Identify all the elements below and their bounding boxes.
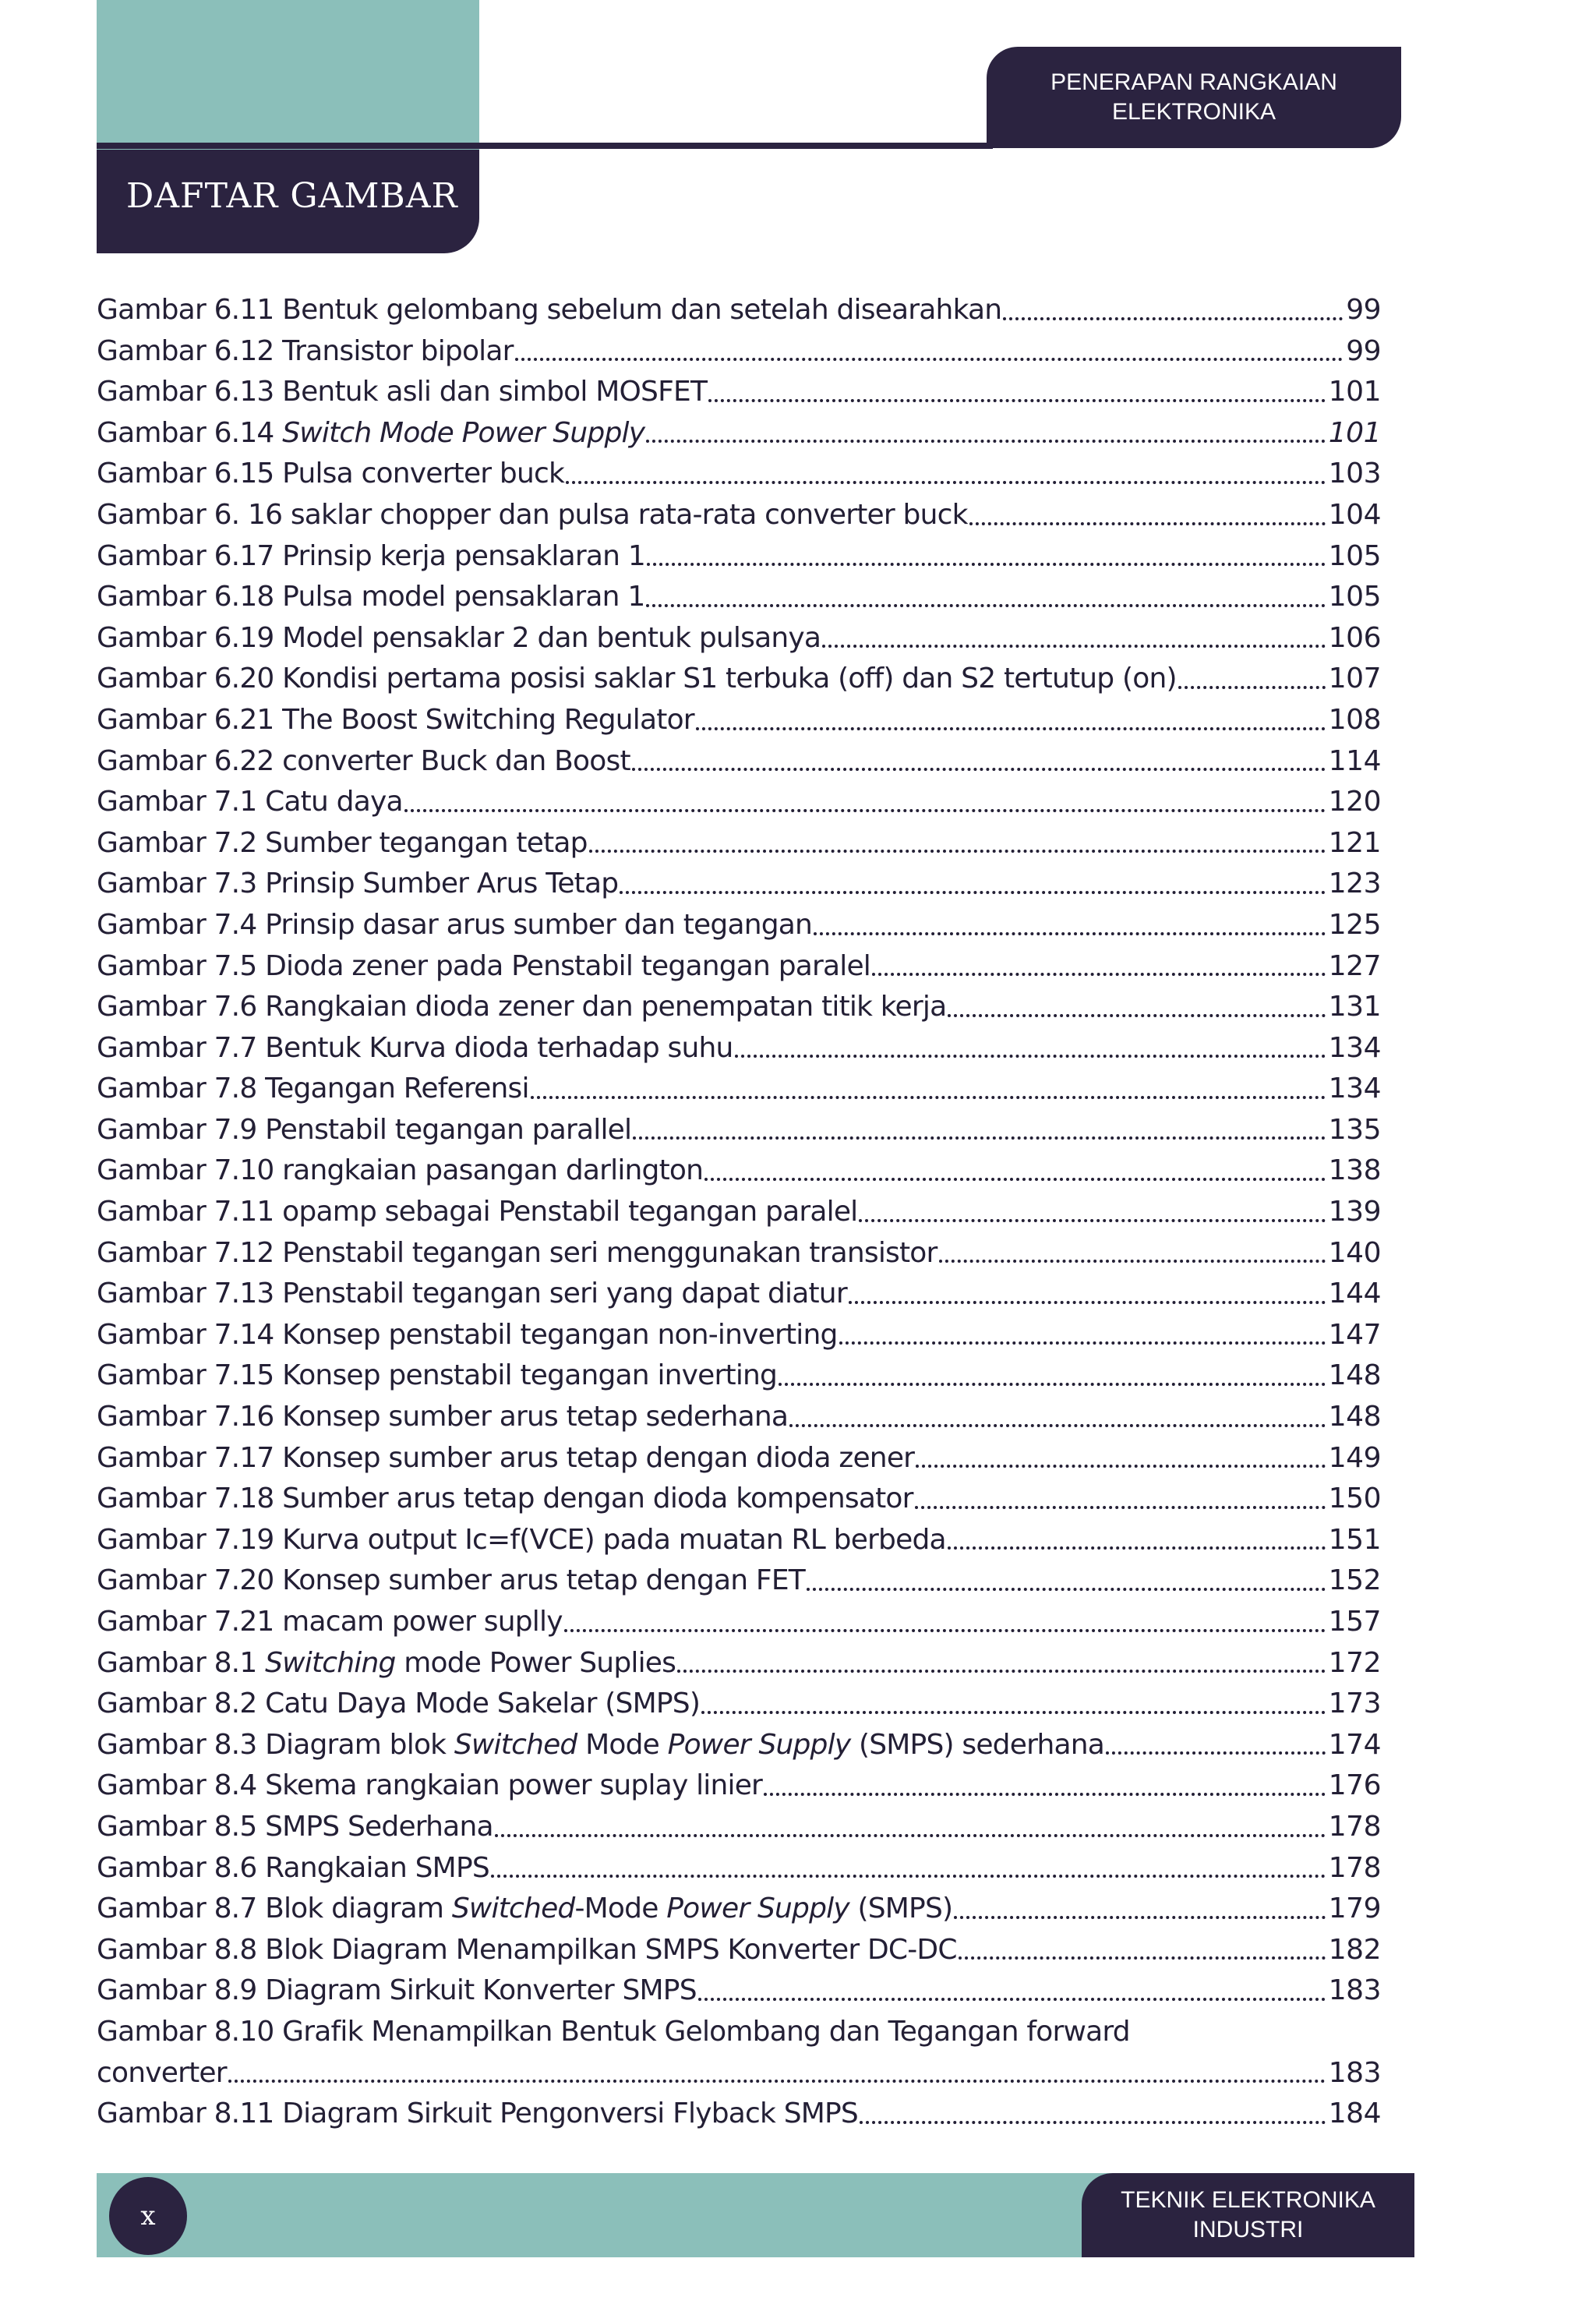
toc-entry[interactable] <box>97 1725 1381 1766</box>
toc-entry-page: 101 <box>1328 416 1381 449</box>
dot-leader <box>789 1424 1326 1427</box>
toc-entry-label: Gambar 6.11 Bentuk gelombang sebelum dan setelah disearahkan <box>97 294 1002 326</box>
toc-entry-page: 101 <box>1328 376 1381 408</box>
toc-entry-label-text: Gambar 8.1 <box>97 1646 266 1679</box>
toc-entry[interactable] <box>97 577 1381 618</box>
dot-leader <box>954 1916 1326 1919</box>
toc-entry-label: Gambar 7.4 Prinsip dasar arus sumber dan tegangan <box>97 908 813 941</box>
toc-entry-label: Gambar 6.19 Model pensaklar 2 dan bentuk pulsanya <box>97 621 821 654</box>
dot-leader <box>807 1588 1326 1591</box>
toc-entry-label: Gambar 7.1 Catu daya <box>97 786 403 818</box>
toc-entry[interactable] <box>97 1889 1381 1930</box>
toc-entry-label: Gambar 8.4 Skema rangkaian power suplay linier <box>97 1769 763 1802</box>
toc-entry-label: Gambar 7.13 Penstabil tegangan seri yang dapat diatur <box>97 1278 847 1310</box>
toc-entry-label: Gambar 7.12 Penstabil tegangan seri menggunakan transistor <box>97 1236 937 1269</box>
toc-entry-page: 149 <box>1328 1441 1381 1474</box>
toc-entry-label <box>97 1889 952 1930</box>
toc-entry-label-italic: Switching <box>265 1646 396 1679</box>
toc-entry[interactable] <box>97 536 1381 578</box>
dot-leader <box>620 891 1325 894</box>
toc-entry[interactable] <box>97 372 1381 413</box>
toc-entry[interactable] <box>97 1355 1381 1397</box>
toc-entry[interactable] <box>97 1807 1381 1848</box>
page-title: DAFTAR GAMBAR <box>126 176 458 216</box>
toc-entry-page: 127 <box>1328 949 1381 982</box>
toc-entry-page: 120 <box>1328 786 1381 818</box>
toc-entry-page: 179 <box>1328 1893 1381 1925</box>
toc-entry[interactable] <box>97 987 1381 1028</box>
toc-entry-label-italic: Switched <box>451 1893 575 1925</box>
dot-leader <box>839 1341 1326 1345</box>
dot-leader <box>735 1055 1326 1058</box>
toc-entry[interactable] <box>97 1684 1381 1725</box>
toc-entry-page: 135 <box>1328 1113 1381 1146</box>
header-accent-block <box>97 0 479 150</box>
toc-entry-page: 104 <box>1328 498 1381 531</box>
toc-entry-label-text: Mode <box>577 1728 668 1761</box>
toc-entry-label: Gambar 7.17 Konsep sumber arus tetap dengan dioda zener <box>97 1441 915 1474</box>
toc-entry-label: Gambar 6. 16 saklar chopper dan pulsa rata-rata converter buck <box>97 498 968 531</box>
toc-entry-page: 131 <box>1328 991 1381 1023</box>
toc-entry-label: Gambar 8.2 Catu Daya Mode Sakelar (SMPS) <box>97 1688 701 1720</box>
toc-entry[interactable] <box>97 495 1381 536</box>
toc-entry-page: 106 <box>1328 621 1381 654</box>
dot-leader <box>404 809 1326 812</box>
toc-entry-label: Gambar 6.22 converter Buck dan Boost <box>97 744 630 777</box>
toc-entry[interactable] <box>97 1765 1381 1807</box>
dot-leader <box>677 1670 1326 1673</box>
toc-entry-label: Gambar 6.20 Kondisi pertama posisi saklar S1 terbuka (off) dan S2 tertutup (on) <box>97 663 1177 695</box>
dot-leader <box>779 1383 1326 1386</box>
toc-entry-label: Gambar 7.9 Penstabil tegangan parallel <box>97 1113 632 1146</box>
dot-leader <box>915 1506 1326 1509</box>
dot-leader <box>822 645 1326 648</box>
dot-leader <box>701 1711 1326 1714</box>
dot-leader <box>646 440 1326 443</box>
dot-leader <box>515 358 1344 361</box>
toc-entry-label-text: (SMPS) <box>849 1893 953 1925</box>
toc-entry[interactable] <box>97 1970 1381 2012</box>
toc-entry-page: 176 <box>1328 1769 1381 1802</box>
toc-entry[interactable] <box>97 1438 1381 1479</box>
toc-entry-page: 138 <box>1328 1154 1381 1187</box>
toc-entry-page: 182 <box>1328 1933 1381 1966</box>
toc-entry-label: Gambar 6.21 The Boost Switching Regulator <box>97 703 694 736</box>
page-number: x <box>140 2200 156 2232</box>
toc-entry-label: Gambar 7.20 Konsep sumber arus tetap dengan FET <box>97 1564 805 1597</box>
toc-entry-label-italic: Power Supply <box>666 1893 849 1925</box>
toc-entry[interactable] <box>97 905 1381 946</box>
dot-leader <box>916 1465 1326 1468</box>
figure-list <box>97 290 1381 2135</box>
toc-entry-page: 139 <box>1328 1196 1381 1228</box>
toc-entry-label: Gambar 7.11 opamp sebagai Penstabil tegangan paralel <box>97 1196 858 1228</box>
toc-entry[interactable] <box>97 1643 1381 1684</box>
dot-leader <box>859 1219 1325 1222</box>
toc-entry[interactable] <box>97 1930 1381 1971</box>
dot-leader <box>764 1793 1326 1796</box>
dot-leader <box>969 522 1326 525</box>
toc-entry[interactable] <box>97 1028 1381 1069</box>
toc-entry-label-italic: Power Supply <box>667 1728 851 1761</box>
header-rule <box>97 143 993 149</box>
toc-entry-page: 99 <box>1346 294 1381 326</box>
toc-entry-label-text: -Mode <box>574 1893 667 1925</box>
toc-entry[interactable] <box>97 1315 1381 1356</box>
toc-entry-label: Gambar 8.6 Rangkaian SMPS <box>97 1851 489 1884</box>
toc-entry-page: 123 <box>1328 868 1381 900</box>
dot-leader <box>696 727 1326 730</box>
book-title-line1: PENERAPAN RANGKAIAN <box>1050 69 1337 95</box>
toc-entry-label: Gambar 7.5 Dioda zener pada Penstabil tegangan paralel <box>97 949 871 982</box>
toc-entry[interactable] <box>97 454 1381 495</box>
toc-entry-page: 108 <box>1328 703 1381 736</box>
toc-entry-label-italic: Switch Mode Power Supply <box>282 416 645 449</box>
toc-entry-label: Gambar 6.13 Bentuk asli dan simbol MOSFET <box>97 376 708 408</box>
toc-entry-page: 147 <box>1328 1318 1381 1351</box>
toc-entry[interactable] <box>97 1520 1381 1561</box>
toc-entry-page: 103 <box>1328 458 1381 490</box>
toc-entry-label-text: (SMPS) sederhana <box>850 1728 1105 1761</box>
toc-entry-page: 173 <box>1328 1688 1381 1720</box>
toc-entry[interactable] <box>97 782 1381 823</box>
toc-entry[interactable] <box>97 2053 1381 2094</box>
toc-entry-label: Gambar 7.3 Prinsip Sumber Arus Tetap <box>97 868 619 900</box>
toc-entry[interactable] <box>97 741 1381 783</box>
toc-entry-page: 172 <box>1328 1646 1381 1679</box>
dot-leader <box>633 1136 1326 1140</box>
toc-entry-label: converter <box>97 2056 227 2089</box>
toc-entry[interactable] <box>97 1479 1381 1520</box>
subject-tab <box>1082 2173 1414 2257</box>
toc-entry-page: 183 <box>1328 2056 1381 2089</box>
toc-entry-label <box>97 1643 676 1684</box>
toc-entry-label: Gambar 8.5 SMPS Sederhana <box>97 1810 493 1843</box>
dot-leader <box>939 1260 1326 1263</box>
toc-entry-label: Gambar 7.14 Konsep penstabil tegangan non-inverting <box>97 1318 838 1351</box>
toc-entry-page: 134 <box>1328 1073 1381 1105</box>
toc-entry-label: Gambar 6.12 Transistor bipolar <box>97 334 514 367</box>
toc-entry-label: Gambar 7.19 Kurva output Ic=f(VCE) pada muatan RL berbeda <box>97 1523 946 1556</box>
dot-leader <box>566 481 1326 484</box>
dot-leader <box>814 932 1326 935</box>
page-number-badge <box>109 2177 187 2255</box>
toc-entry[interactable] <box>97 1110 1381 1151</box>
dot-leader <box>646 604 1325 607</box>
toc-entry-label: Gambar 7.10 rangkaian pasangan darlington <box>97 1154 704 1187</box>
toc-entry-page: 105 <box>1328 539 1381 572</box>
toc-entry-page: 148 <box>1328 1359 1381 1392</box>
toc-entry[interactable] <box>97 864 1381 905</box>
dot-leader <box>632 768 1326 771</box>
dot-leader <box>228 2080 1326 2083</box>
toc-entry-label-text: Gambar 8.7 Blok diagram <box>97 1893 452 1925</box>
subject-line2: INDUSTRI <box>1192 2217 1304 2242</box>
section-title-box <box>97 150 479 253</box>
toc-entry-page: 157 <box>1328 1606 1381 1638</box>
toc-entry-page: 183 <box>1328 1974 1381 2007</box>
toc-entry[interactable] <box>97 946 1381 988</box>
toc-entry-label-text: Gambar 6.14 <box>97 416 283 449</box>
dot-leader <box>948 1546 1326 1550</box>
toc-entry-label: Gambar 7.8 Tegangan Referensi <box>97 1073 529 1105</box>
dot-leader <box>1003 317 1343 320</box>
toc-entry-label-italic: Switched <box>454 1728 577 1761</box>
toc-entry-page: 150 <box>1328 1483 1381 1515</box>
toc-entry[interactable] <box>97 1602 1381 1643</box>
dot-leader <box>647 563 1326 566</box>
toc-entry-page: 140 <box>1328 1236 1381 1269</box>
dot-leader <box>1178 686 1326 689</box>
toc-entry-label: Gambar 8.10 Grafik Menampilkan Bentuk Gelombang dan Tegangan forward <box>97 2015 1130 2048</box>
book-title-line2: ELEKTRONIKA <box>1111 99 1276 125</box>
dot-leader <box>564 1629 1326 1632</box>
toc-entry[interactable] <box>97 1192 1381 1233</box>
toc-entry[interactable] <box>97 618 1381 659</box>
toc-entry[interactable] <box>97 1560 1381 1602</box>
toc-entry-label: Gambar 7.7 Bentuk Kurva dioda terhadap suhu <box>97 1031 733 1064</box>
toc-entry-page: 178 <box>1328 1810 1381 1843</box>
toc-entry[interactable] <box>97 2012 1381 2053</box>
dot-leader <box>959 1956 1326 1960</box>
book-title-tab <box>987 47 1401 148</box>
toc-entry-label: Gambar 7.15 Konsep penstabil tegangan inverting <box>97 1359 778 1392</box>
toc-entry-page: 184 <box>1328 2098 1381 2130</box>
dot-leader <box>860 2121 1326 2124</box>
dot-leader <box>948 1014 1325 1017</box>
toc-entry-label: Gambar 6.15 Pulsa converter buck <box>97 458 565 490</box>
toc-entry-label: Gambar 7.2 Sumber tegangan tetap <box>97 826 588 859</box>
dot-leader <box>704 1178 1326 1181</box>
toc-entry-label: Gambar 8.9 Diagram Sirkuit Konverter SMPS <box>97 1974 697 2007</box>
toc-entry-label: Gambar 6.17 Prinsip kerja pensaklaran 1 <box>97 539 645 572</box>
toc-entry[interactable] <box>97 659 1381 700</box>
toc-entry[interactable] <box>97 1848 1381 1889</box>
toc-entry-label: Gambar 7.16 Konsep sumber arus tetap sederhana <box>97 1401 789 1433</box>
toc-entry[interactable] <box>97 1233 1381 1274</box>
toc-entry-label: Gambar 8.8 Blok Diagram Menampilkan SMPS Konverter DC-DC <box>97 1933 957 1966</box>
toc-entry-page: 125 <box>1328 908 1381 941</box>
toc-entry-page: 151 <box>1328 1523 1381 1556</box>
toc-entry[interactable] <box>97 1069 1381 1110</box>
dot-leader <box>698 1998 1326 2001</box>
toc-entry-page: 174 <box>1328 1728 1381 1761</box>
toc-entry-page: 121 <box>1328 826 1381 859</box>
dot-leader <box>849 1301 1326 1304</box>
toc-entry[interactable] <box>97 1397 1381 1438</box>
toc-entry-label-text: mode Power Suplies <box>395 1646 676 1679</box>
toc-entry-label: Gambar 7.21 macam power suplly <box>97 1606 563 1638</box>
toc-entry-page: 178 <box>1328 1851 1381 1884</box>
toc-entry[interactable] <box>97 1150 1381 1192</box>
toc-entry-label: Gambar 8.11 Diagram Sirkuit Pengonversi Flyback SMPS <box>97 2098 858 2130</box>
dot-leader <box>495 1834 1326 1837</box>
toc-entry-label-text: Gambar 8.3 Diagram blok <box>97 1728 454 1761</box>
dot-leader <box>708 399 1326 402</box>
toc-entry-page: 99 <box>1346 334 1381 367</box>
toc-entry-page: 114 <box>1328 744 1381 777</box>
toc-entry[interactable] <box>97 700 1381 741</box>
toc-entry-page: 107 <box>1328 663 1381 695</box>
toc-entry[interactable] <box>97 413 1381 454</box>
toc-entry-label <box>97 413 644 454</box>
dot-leader <box>872 973 1326 976</box>
toc-entry[interactable] <box>97 2094 1381 2135</box>
toc-entry-page: 152 <box>1328 1564 1381 1597</box>
dot-leader <box>1106 1751 1326 1755</box>
toc-entry[interactable] <box>97 331 1381 373</box>
toc-entry-page: 134 <box>1328 1031 1381 1064</box>
subject-line1: TEKNIK ELEKTRONIKA <box>1121 2187 1375 2213</box>
toc-entry-label <box>97 1725 1104 1766</box>
dot-leader <box>531 1096 1326 1099</box>
toc-entry[interactable] <box>97 823 1381 864</box>
toc-entry-label: Gambar 6.18 Pulsa model pensaklaran 1 <box>97 581 645 613</box>
toc-entry-label: Gambar 7.6 Rangkaian dioda zener dan penempatan titik kerja <box>97 991 947 1023</box>
dot-leader <box>491 1875 1326 1878</box>
dot-leader <box>589 850 1326 853</box>
toc-entry-page: 105 <box>1328 581 1381 613</box>
toc-entry[interactable] <box>97 1274 1381 1315</box>
toc-entry-page: 148 <box>1328 1401 1381 1433</box>
toc-entry-label: Gambar 7.18 Sumber arus tetap dengan dioda kompensator <box>97 1483 913 1515</box>
toc-entry-page: 144 <box>1328 1278 1381 1310</box>
toc-entry[interactable] <box>97 290 1381 331</box>
